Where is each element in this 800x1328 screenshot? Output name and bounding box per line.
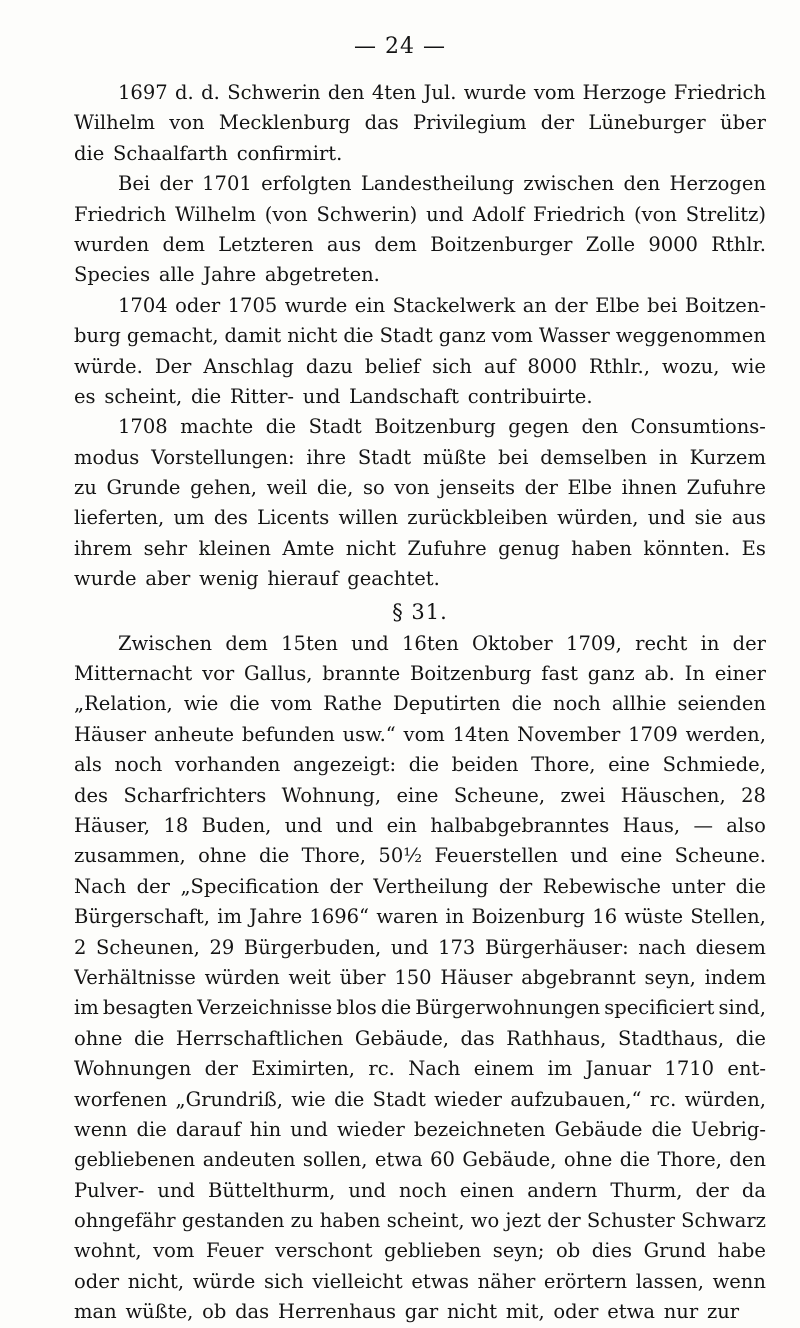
text-line: würde. Der Anschlag dazu belief sich auf 8000 Rthlr., wozu, wie [74, 354, 766, 378]
text-line: worfenen „Grundriß, wie die Stadt wieder aufzubauen,“ rc. würden, [74, 1087, 766, 1111]
text-line: 1704 oder 1705 wurde ein Stackelwerk an der Elbe bei Boitzen- [118, 293, 766, 317]
text-line: wurde aber wenig hierauf geachtet. [74, 567, 440, 591]
text-line: lieferten, um des Licents willen zurückbleiben würden, und sie aus [74, 506, 766, 530]
text-line: im besagten Verzeichnisse blos die Bürgerwohnungen specificiert sind, [74, 996, 766, 1020]
paragraph [74, 291, 766, 413]
text-line: 2 Scheunen, 29 Bürgerbuden, und 173 Bürgerhäuser: nach diesem [74, 935, 766, 959]
text-line: Mitternacht vor Gallus, brannte Boitzenburg fast ganz ab. In einer [74, 662, 766, 686]
text-line: man wüßte, ob das Herrenhaus gar nicht mit, oder etwa nur zur [74, 1300, 740, 1324]
text-line: als noch vorhanden angezeigt: die beiden Thore, eine Schmiede, [74, 753, 766, 777]
text-line: zusammen, ohne die Thore, 50½ Feuerstellen und eine Scheune. [74, 844, 766, 868]
text-line: Pulver- und Büttelthurm, und noch einen andern Thurm, der da [74, 1178, 766, 1202]
text-line: Species alle Jahre abgetreten. [74, 263, 380, 287]
paragraph [74, 412, 766, 594]
text-line: Friedrich Wilhelm (von Schwerin) und Adolf Friedrich (von Strelitz) [74, 202, 766, 226]
paragraph [74, 169, 766, 291]
text-line: Verhältnisse würden weit über 150 Häuser abgebrannt seyn, indem [74, 965, 766, 989]
text-line: modus Vorstellungen: ihre Stadt müßte bei demselben in Kurzem [74, 445, 766, 469]
text-line: oder nicht, würde sich vielleicht etwas näher erörtern lassen, wenn [74, 1269, 766, 1293]
text-line: Häuser, 18 Buden, und und ein halbabgebranntes Haus, — also [74, 813, 766, 837]
text-line: es scheint, die Ritter- und Landschaft contribuirte. [74, 384, 593, 408]
text-line: des Scharfrichters Wohnung, eine Scheune, zwei Häuschen, 28 [74, 783, 766, 807]
text-line: ihrem sehr kleinen Amte nicht Zufuhre genug haben könnten. Es [74, 536, 766, 560]
text-line: Bei der 1701 erfolgten Landestheilung zwischen den Herzogen [118, 172, 766, 196]
paragraph [74, 78, 766, 169]
paragraph [74, 629, 766, 1328]
text-line: gebliebenen andeuten sollen, etwa 60 Gebäude, ohne die Thore, den [74, 1148, 766, 1172]
page-number: — 24 — [354, 34, 446, 59]
text-line: wurden dem Letzteren aus dem Boitzenburger Zolle 9000 Rthlr. [74, 232, 766, 256]
page-body [74, 78, 766, 1328]
text-line: zu Grunde gehen, weil die, so von jenseits der Elbe ihnen Zufuhre [74, 476, 766, 500]
text-line: „Relation, wie die vom Rathe Deputirten die noch allhie seienden [74, 692, 766, 716]
text-line: burg gemacht, damit nicht die Stadt ganz vom Wasser weggenommen [74, 324, 766, 348]
text-line: Bürgerschaft, im Jahre 1696“ waren in Boizenburg 16 wüste Stellen, [74, 905, 766, 929]
text-line: 1697 d. d. Schwerin den 4ten Jul. wurde vom Herzoge Friedrich [118, 81, 766, 104]
text-line: wohnt, vom Feuer verschont geblieben seyn; ob dies Grund habe [74, 1239, 766, 1263]
text-line: ohngefähr gestanden zu haben scheint, wo jezt der Schuster Schwarz [74, 1209, 766, 1233]
text-line: Häuser anheute befunden usw.“ vom 14ten November 1709 werden, [74, 722, 766, 746]
text-line: Wohnungen der Eximirten, rc. Nach einem im Januar 1710 ent- [74, 1057, 766, 1081]
text-line: 1708 machte die Stadt Boitzenburg gegen den Consumtions- [118, 415, 766, 439]
text-line: Zwischen dem 15ten und 16ten Oktober 1709, recht in der [118, 631, 766, 655]
paragraphs-after-section [74, 629, 766, 1328]
text-line: Nach der „Specification der Vertheilung der Rebewische unter die [74, 874, 766, 898]
text-line: Wilhelm von Mecklenburg das Privilegium der Lüneburger über [74, 111, 766, 135]
text-line: ohne die Herrschaftlichen Gebäude, das Rathhaus, Stadthaus, die [74, 1026, 766, 1050]
text-line: die Schaalfarth confirmirt. [74, 141, 343, 165]
text-line: wenn die darauf hin und wieder bezeichneten Gebäude die Uebrig- [74, 1117, 766, 1141]
paragraphs-before-section [74, 78, 766, 595]
section-heading: § 31. [392, 599, 448, 624]
